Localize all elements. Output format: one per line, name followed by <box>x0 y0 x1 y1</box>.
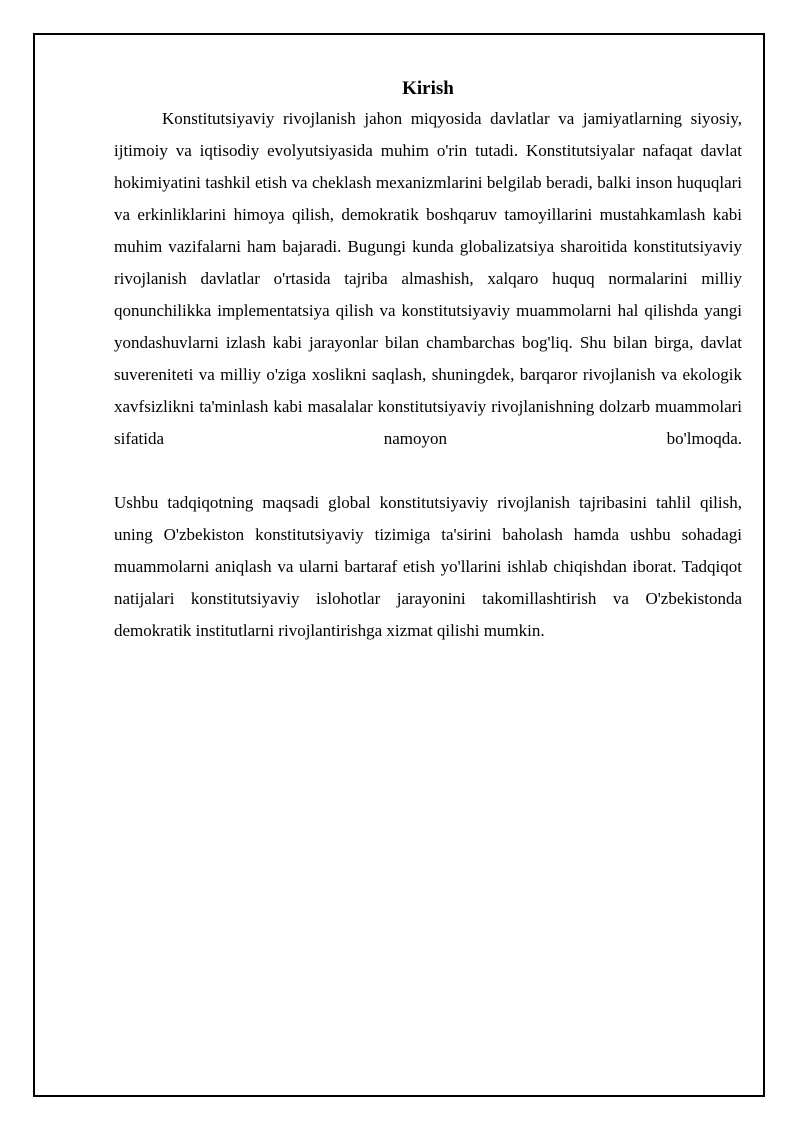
document-title: Kirish <box>402 78 454 99</box>
paragraph-purpose: Ushbu tadqiqotning maqsadi global konstitutsiyaviy rivojlanish tajribasini tahlil qilish, uning O'zbekiston konstitutsiyaviy tizimiga ta'sirini baholash hamda ushbu sohadagi muammolarni aniqlash va ularni bartaraf etish yo'llarini ishlab chiqishdan iborat. Tadqiqot natijalari konstitutsiyaviy islohotlar jarayonini takomillashtirish va O'zbekistonda demokratik institutlarni rivojlantirishga xizmat qilishi mumkin. <box>114 493 742 640</box>
paragraph-introduction: Konstitutsiyaviy rivojlanish jahon miqyosida davlatlar va jamiyatlarning siyosiy, ijtimoiy va iqtisodiy evolyutsiyasida muhim o'rin tutadi. Konstitutsiyalar nafaqat davlat hokimiyatini tashkil etish va cheklash mexanizmlarini belgilab beradi, balki inson huquqlari va erkinliklarini himoya qilish, demokratik boshqaruv tamoyillarini mustahkamlash kabi muhim vazifalarni ham bajaradi. Bugungi kunda globalizatsiya sharoitida konstitutsiyaviy rivojlanish davlatlar o'rtasida tajriba almashish, xalqaro huquq normalarini milliy qonunchilikka implementatsiya qilish va konstitutsiyaviy muammolarni hal qilishda yangi yondashuvlarni izlash kabi jarayonlar bilan chambarchas bog'liq. Shu bilan birga, davlat suvereniteti va milliy o'ziga xoslikni saqlash, shuningdek, barqaror rivojlanish va ekologik xavfsizlikni ta'minlash kabi masalalar konstitutsiyaviy rivojlanishning dolzarb muammolari sifatida namoyon bo'lmoqda. <box>114 109 742 448</box>
document-body <box>114 75 742 647</box>
